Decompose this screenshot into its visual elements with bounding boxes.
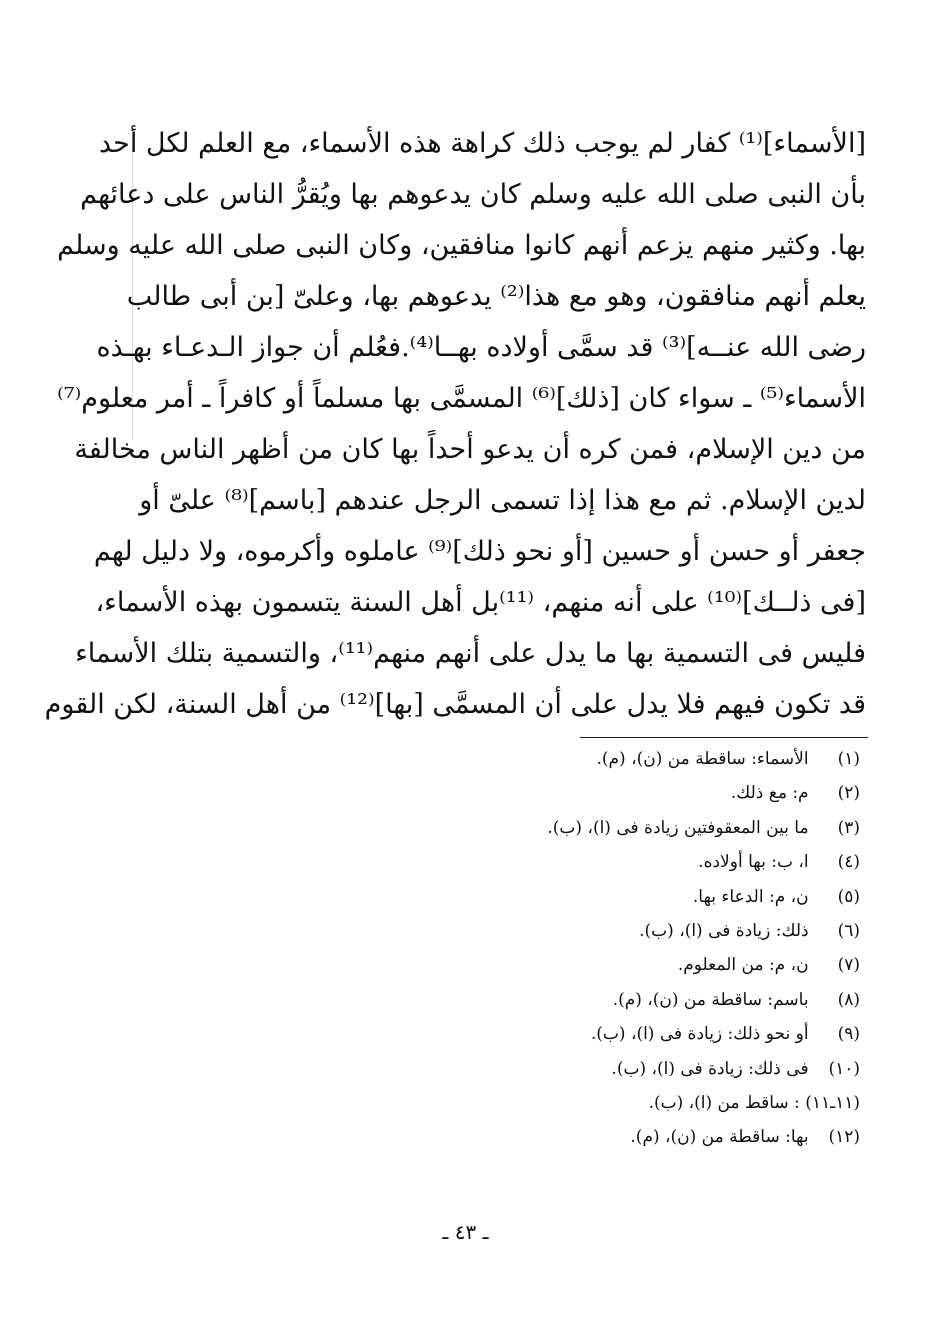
footnote-number: (٣) (837, 817, 860, 838)
footnote-text: باسم: ساقطة من (ن)، (م). (612, 989, 809, 1010)
text-line: بأن النبى صلى الله عليه وسلم كان يدعوهم بها ويُقرُّ الناس على دعائهم (80, 179, 866, 210)
footnote-text: الأسماء: ساقطة من (ن)، (م). (596, 749, 809, 769)
footnote-text: ما بين المعقوفتين زيادة فى (ا)، (ب). (547, 817, 809, 838)
text-line: جعفر أو حسن أو حسين [أو نحو ذلك]⁽⁹⁾ عاملوه وأكرموه، ولا دليل لهم (93, 536, 866, 567)
footnote (300, 983, 860, 1017)
footnotes (300, 742, 860, 1155)
text-line: [فى ذلــك]⁽¹⁰⁾ على أنه منهم، ⁽¹¹⁾بل أهل السنة يتسمون بهذه الأسماء، (95, 587, 866, 618)
footnote (300, 1017, 860, 1051)
text-line: فليس فى التسمية بها ما يدل على أنهم منهم⁽¹¹⁾، والتسمية بتلك الأسماء (75, 638, 866, 669)
footnote-number: (٨) (837, 989, 860, 1010)
footnote (300, 880, 860, 914)
text-line: لدين الإسلام. ثم مع هذا إذا تسمى الرجل عندهم [باسم]⁽⁸⁾ علىّ أو (139, 485, 866, 516)
footnote-text: بها: ساقطة من (ن)، (م). (630, 1127, 809, 1148)
footnote (300, 1120, 860, 1154)
footnote (300, 1052, 860, 1086)
footnote (300, 742, 860, 776)
footnote-number: (١٠) (828, 1058, 860, 1079)
footnote (300, 811, 860, 845)
footnote-text: ن، م: الدعاء بها. (692, 886, 809, 907)
text-line: قد تكون فيهم فلا يدل على أن المسمَّى [بها]⁽¹²⁾ من أهل السنة، لكن القوم (44, 689, 866, 720)
footnote-number: (٢) (837, 783, 860, 804)
text-line: من دين الإسلام، فمن كره أن يدعو أحداً بها كان من أظهر الناس مخالفة (74, 434, 866, 465)
main-text (44, 118, 866, 730)
footnote-number: (١١ـ١١) (805, 1092, 860, 1113)
text-line: يعلم أنهم منافقون، وهو مع هذا⁽²⁾ يدعوهم بها، وعلىّ [بن أبى طالب (126, 281, 866, 312)
text-line: رضى الله عنــه]⁽³⁾ قد سمَّى أولاده بهــا⁽⁴⁾.فعُلم أن جواز الـدعـاء بهـذه (96, 332, 866, 363)
text-line: [الأسماء]⁽¹⁾ كفار لم يوجب ذلك كراهة هذه الأسماء، مع العلم لكل أحد (98, 128, 866, 159)
footnote-text: أو نحو ذلك: زيادة فى (ا)، (ب). (590, 1024, 809, 1045)
footnote-separator (580, 737, 868, 738)
footnote-number: (٧) (837, 955, 860, 976)
page-number: ـ ٤٣ ـ (442, 1220, 489, 1244)
footnote-number: (١٢) (828, 1127, 860, 1148)
footnote-number: (٤) (837, 852, 860, 873)
footnote-text: م: مع ذلك. (730, 783, 809, 804)
footnote-text: ا، ب: بها أولاده. (698, 852, 809, 873)
footnote-text: ذلك: زيادة فى (ا)، (ب). (639, 920, 809, 941)
footnote (300, 776, 860, 810)
footnote (300, 914, 860, 948)
footnote-number: (٥) (837, 886, 860, 907)
footnote (300, 845, 860, 879)
footnote (300, 948, 860, 982)
footnote-number: (٦) (837, 920, 860, 941)
footnote-number: (١) (837, 749, 860, 769)
text-line: بها. وكثير منهم يزعم أنهم كانوا منافقين، وكان النبى صلى الله عليه وسلم (57, 230, 866, 261)
footnote-text: ن، م: من المعلوم. (677, 955, 809, 976)
footnote (300, 1086, 860, 1120)
text-line: الأسماء⁽⁵⁾ ـ سواء كان [ذلك]⁽⁶⁾ المسمَّى بها مسلماً أو كافراً ـ أمر معلوم⁽⁷⁾ (57, 383, 866, 414)
footnote-text: : ساقط من (ا)، (ب). (648, 1092, 800, 1113)
footnote-text: فى ذلك: زيادة فى (ا)، (ب). (611, 1058, 809, 1079)
footnote-number: (٩) (837, 1024, 860, 1045)
